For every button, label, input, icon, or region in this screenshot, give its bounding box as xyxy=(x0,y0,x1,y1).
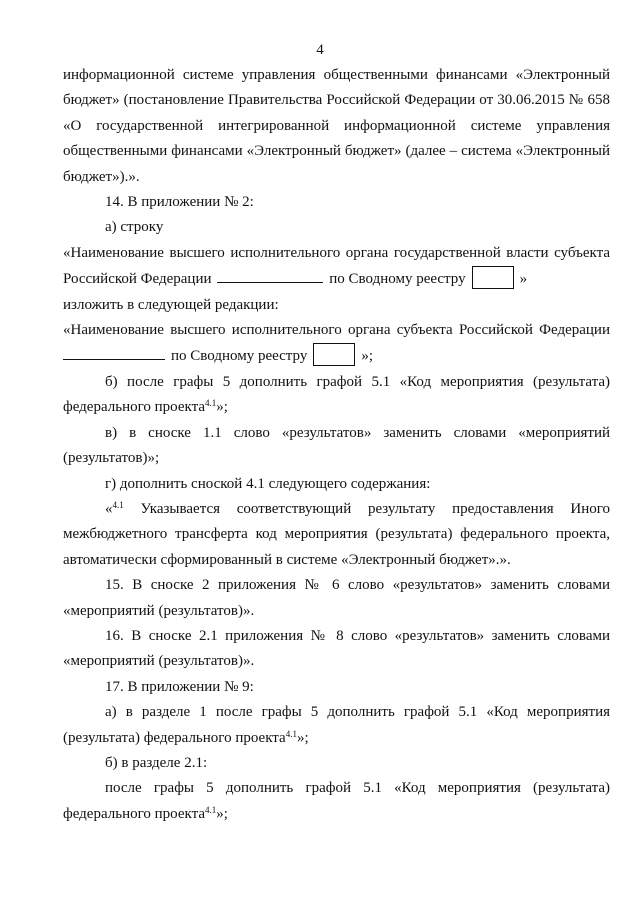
paragraph-electronic-budget: информационной системе управления общественными финансами «Электронный бюджет» (постановление Правительства Российской Федерации от 30.06.2015 № 658 «О государственной интегрированной информационной системе управления общественными финансами «Электронный бюджет» (далее – система «Электронный бюджет»).». xyxy=(63,67,610,185)
paragraph-old-row-line1: «Наименование высшего исполнительного органа государственной власти субъекта xyxy=(63,244,610,261)
document-body xyxy=(63,63,610,827)
paragraph-item-15: 15. В сноске 2 приложения № 6 слово «результатов» заменить словами «мероприятий (результатов)». xyxy=(63,577,610,619)
text-item-17a-end: »; xyxy=(296,729,309,746)
text-consolidated-registry: по Сводному реестру xyxy=(329,271,466,288)
blank-line xyxy=(63,345,165,360)
text-russian-federation: Российской Федерации xyxy=(63,271,212,288)
paragraph-item-17b-text xyxy=(63,776,610,827)
text-item-b-end: »; xyxy=(216,399,228,416)
footnote-mark: 4.1 xyxy=(205,804,217,815)
paragraph-footnote-text xyxy=(63,497,610,573)
paragraph-new-row-line1: «Наименование высшего исполнительного органа субъекта Российской Федерации xyxy=(63,322,610,339)
paragraph-new-edition: изложить в следующей редакции: xyxy=(63,296,279,313)
footnote-mark: 4.1 xyxy=(205,398,217,409)
footnote-mark: 4.1 xyxy=(285,728,297,739)
paragraph-appendix-2: 14. В приложении № 2: xyxy=(105,194,254,211)
text-closing-quote: »; xyxy=(361,348,374,365)
paragraph-old-row-line2 xyxy=(63,266,610,292)
paragraph-item-g: г) дополнить сноской 4.1 следующего содержания: xyxy=(105,475,431,492)
paragraph-item-17a xyxy=(63,700,610,751)
page-number: 4 xyxy=(316,42,324,58)
paragraph-item-17: 17. В приложении № 9: xyxy=(105,678,254,695)
paragraph-item-17b: б) в разделе 2.1: xyxy=(105,754,208,771)
code-box xyxy=(472,266,514,289)
text-item-17b-end: »; xyxy=(216,805,228,822)
footnote-mark: 4.1 xyxy=(112,499,124,510)
text-item-17b: после графы 5 дополнить графой 5.1 «Код мероприятия (результата) федерального проекта xyxy=(63,780,610,822)
text-item-17a: а) в разделе 1 после графы 5 дополнить графой 5.1 «Код мероприятия (результата) федерального проекта xyxy=(63,704,610,746)
text-footnote-body: Указывается соответствующий результату предоставления Иного межбюджетного трансферта код мероприятия (результата) федерального проекта, автоматически сформированный в системе «Электронный бюджет».». xyxy=(63,500,610,568)
paragraph-item-v: в) в сноске 1.1 слово «результатов» заменить словами «мероприятий (результатов)»; xyxy=(63,424,610,467)
text-consolidated-registry: по Сводному реестру xyxy=(171,348,308,365)
paragraph-item-16: 16. В сноске 2.1 приложения № 8 слово «результатов» заменить словами «мероприятий (результатов)». xyxy=(63,627,610,670)
text-closing-quote: » xyxy=(519,271,528,288)
code-box xyxy=(313,343,355,366)
text-item-b: б) после графы 5 дополнить графой 5.1 «Код мероприятия (результата) федерального проекта xyxy=(63,373,610,416)
paragraph-new-row-line2 xyxy=(63,343,610,369)
text-open-quote: « xyxy=(105,500,113,517)
paragraph-item-b xyxy=(63,370,610,421)
blank-line xyxy=(217,268,323,283)
paragraph-row-a: а) строку xyxy=(105,219,164,236)
